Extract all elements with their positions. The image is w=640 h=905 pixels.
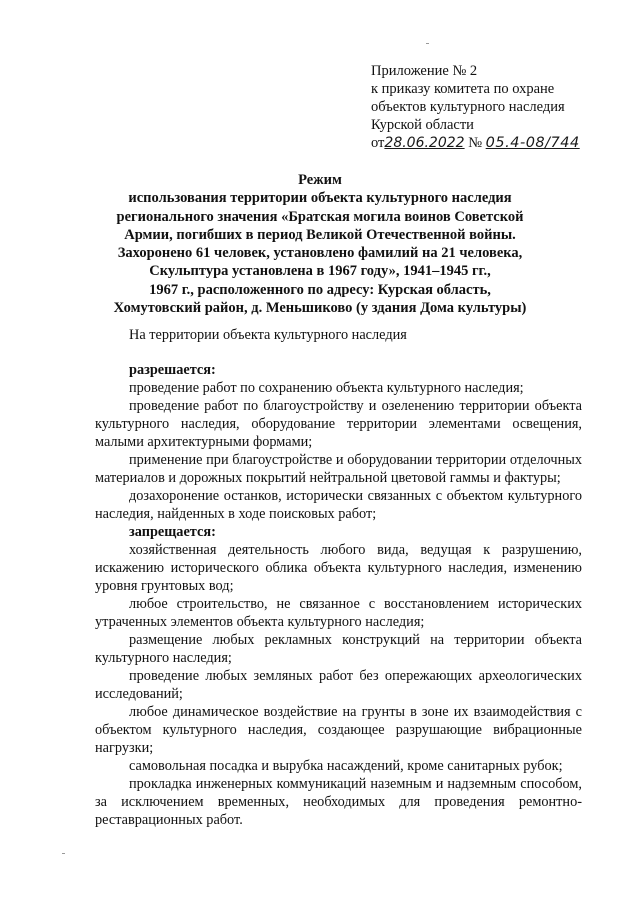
allowed-item: применение при благоустройстве и оборудовании территории отделочных материалов и дорожных покрытий нейтральной цветовой гаммы и фактуры; xyxy=(95,452,582,486)
allowed-heading: разрешается: xyxy=(129,362,216,378)
title-line: Скульптура установлена в 1967 году», 1941–1945 гг., xyxy=(149,263,491,280)
appendix-committee: объектов культурного наследия xyxy=(371,99,565,115)
appendix-order-ref: к приказу комитета по охране xyxy=(371,81,555,97)
forbidden-item: любое строительство, не связанное с восстановлением исторических утраченных элементов объекта культурного наследия; xyxy=(95,596,582,630)
forbidden-item: проведение любых земляных работ без опережающих археологических исследований; xyxy=(95,668,582,702)
title-line: Армии, погибших в период Великой Отечественной войны. xyxy=(124,226,516,243)
allowed-item: дозахоронение останков, исторически связанных с объектом культурного наследия, найденных в ходе поисковых работ; xyxy=(95,488,582,522)
title-line: 1967 г., расположенного по адресу: Курская область, xyxy=(149,281,491,298)
order-prefix: от xyxy=(371,135,385,151)
forbidden-item: хозяйственная деятельность любого вида, ведущая к разрушению, искажению исторического облика объекта культурного наследия, изменению уровня грунтовых вод; xyxy=(95,542,582,594)
scan-speck xyxy=(62,853,65,854)
title-line: регионального значения «Братская могила воинов Советской xyxy=(116,208,524,225)
appendix-title: Приложение № 2 xyxy=(371,63,478,79)
forbidden-heading: запрещается: xyxy=(129,524,216,540)
title-line: использования территории объекта культурного наследия xyxy=(128,190,512,207)
allowed-item: проведение работ по благоустройству и озеленению территории объекта культурного наследия, оборудование территории элементами освещения, малыми архитектурными формами; xyxy=(95,398,582,450)
order-date: 28.06.2022 xyxy=(384,135,465,151)
title-line: Захоронено 61 человек, установлено фамилий на 21 человека, xyxy=(117,245,523,262)
appendix-region: Курской области xyxy=(371,117,474,133)
document-title xyxy=(80,171,560,317)
forbidden-item: самовольная посадка и вырубка насаждений, кроме санитарных рубок; xyxy=(129,758,563,774)
intro-paragraph: На территории объекта культурного наследия xyxy=(129,327,407,343)
scan-speck xyxy=(426,43,429,44)
order-number-label: № xyxy=(468,135,483,151)
title-line: Хомутовский район, д. Меньшиково (у здания Дома культуры) xyxy=(113,300,527,317)
appendix-header xyxy=(371,62,621,152)
forbidden-item: прокладка инженерных коммуникаций наземным и надземным способом, за исключением временных, необходимых для проведения ремонтно-реставрационных работ. xyxy=(95,776,582,828)
document-body xyxy=(95,326,582,829)
title-line: Режим xyxy=(298,172,342,188)
allowed-item: проведение работ по сохранению объекта культурного наследия; xyxy=(129,380,524,396)
order-details xyxy=(371,134,621,152)
forbidden-item: размещение любых рекламных конструкций на территории объекта культурного наследия; xyxy=(95,632,582,666)
forbidden-item: любое динамическое воздействие на грунты в зоне их взаимодействия с объектом культурного наследия, создающее разрушающие вибрационные нагрузки; xyxy=(95,704,582,756)
order-number: 05.4-08/744 xyxy=(485,135,580,151)
